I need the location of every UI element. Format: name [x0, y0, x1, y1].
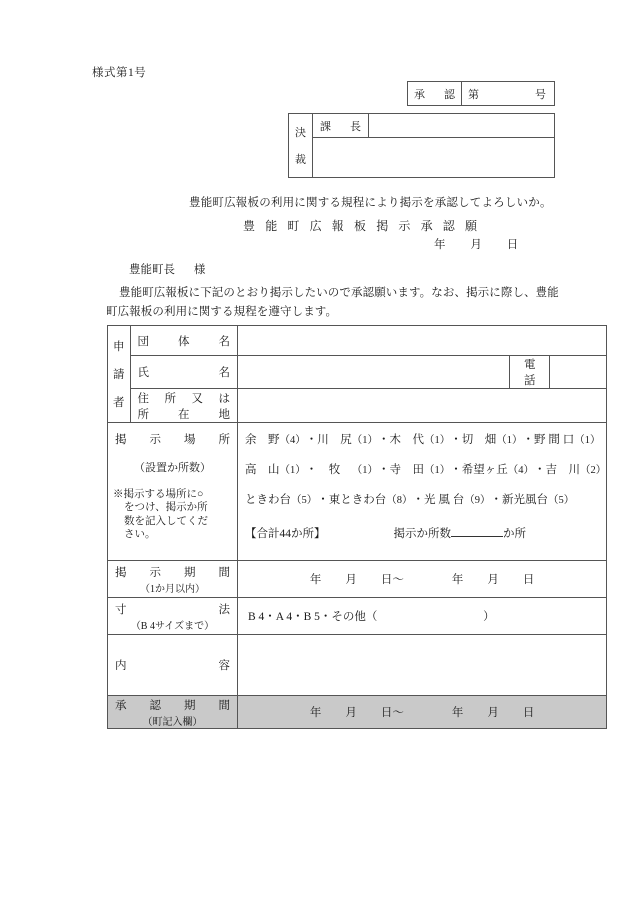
posting-place-name: 高 山: [245, 464, 280, 476]
posting-place-name: 光 風 台: [424, 494, 465, 506]
posting-place-option[interactable]: [502, 491, 574, 507]
posting-place-count: （1）: [424, 435, 451, 446]
posting-period-label: 掲 示 期 間: [115, 566, 230, 579]
organization-label-b: 体: [178, 335, 190, 348]
posting-place-note-line-2: をつけ、掲示か所: [124, 502, 208, 514]
posting-place-option[interactable]: [329, 491, 413, 507]
posting-place-option[interactable]: [462, 431, 523, 447]
posting-place-note-line-4: さい。: [124, 529, 156, 541]
address-input[interactable]: [238, 389, 607, 423]
approval-period-input[interactable]: [238, 696, 607, 729]
submission-date-line[interactable]: [434, 236, 518, 252]
posting-place-option[interactable]: [462, 461, 534, 477]
posting-place-name: 野 間 口: [534, 434, 575, 446]
posting-place-count: （5）: [548, 495, 575, 506]
organization-label: [130, 326, 237, 356]
posting-place-separator: ・: [305, 434, 318, 446]
posting-place-separator: ・: [378, 464, 390, 476]
posting-place-note-line-3: 数を記入してくだ: [124, 515, 208, 527]
approval-period-label-cell: [108, 696, 238, 729]
posting-place-option[interactable]: [245, 491, 317, 507]
posting-place-separator: ・: [305, 464, 318, 476]
approval-period-day-2: 日: [522, 707, 535, 719]
decision-label-top: 決: [295, 126, 306, 139]
applicant-label-char-2: 請: [113, 369, 125, 381]
posting-place-note: [108, 488, 237, 542]
decision-notes-area[interactable]: [313, 138, 554, 177]
posting-period-label-cell: [108, 561, 238, 598]
table-row-approval-period: [108, 696, 607, 729]
posting-place-option[interactable]: [317, 461, 378, 477]
decision-header-row: [313, 114, 554, 138]
applicant-label-char-1: 申: [113, 341, 125, 353]
approval-number-label: 承 認: [408, 82, 462, 105]
posting-place-separator: ・: [450, 434, 462, 446]
approval-period-month-1: 月: [345, 707, 357, 719]
posting-place-separator: ・: [378, 434, 390, 446]
posting-place-count: （1）: [574, 435, 601, 446]
posting-place-name: 新光風台: [502, 494, 548, 506]
date-year-label: 年: [434, 239, 446, 251]
content-label-cell: [108, 635, 238, 696]
document-title: 豊 能 町 広 報 板 掲 示 承 認 願: [243, 219, 481, 233]
posting-place-list: [238, 423, 606, 541]
organization-label-c: 名: [218, 335, 230, 348]
section-chief-stamp-area[interactable]: [369, 114, 554, 137]
posting-place-name: ときわ台: [245, 494, 291, 506]
address-label-b: 所: [164, 392, 177, 405]
posting-place-count: （1）: [351, 435, 378, 446]
posting-place-row: [245, 431, 606, 461]
posting-place-separator: ・: [317, 494, 329, 506]
organization-label-a: 団: [137, 335, 150, 348]
posting-place-options[interactable]: [238, 423, 607, 561]
table-row-name: [108, 356, 607, 389]
posting-place-count: （9）: [464, 495, 491, 506]
posting-place-label: 掲 示 場 所: [115, 434, 230, 446]
approval-question-line: 豊能町広報板の利用に関する規程により掲示を承認してよろしいか。: [189, 197, 552, 209]
posting-place-name: 余 野: [245, 434, 280, 446]
posting-period-month-1: 月: [345, 574, 357, 586]
approval-period-day-1: 日～: [380, 707, 404, 719]
posting-place-name: 牧: [317, 464, 352, 476]
address-label-e: 所: [137, 408, 150, 421]
address-label-c: 又: [191, 392, 204, 405]
address-label: [130, 389, 237, 423]
telephone-input[interactable]: [550, 356, 607, 389]
content-input[interactable]: [238, 635, 607, 696]
posting-place-separator: ・: [534, 464, 546, 476]
posting-place-label-cell: [108, 423, 238, 561]
approval-period-label: 承 認 期 間: [115, 699, 230, 712]
content-label-a: 内: [115, 660, 127, 672]
address-label-g: 地: [218, 408, 230, 421]
posting-place-sublabel: （設置か所数）: [134, 462, 211, 474]
posting-place-option[interactable]: [317, 431, 378, 447]
posting-place-note-line-1: ※掲示する場所に○: [113, 489, 204, 500]
posting-count-unit: か所: [503, 528, 526, 540]
posting-place-option[interactable]: [245, 461, 306, 477]
posting-place-count: （5）: [291, 495, 318, 506]
table-row-posting-place: [108, 423, 607, 561]
posting-count-input[interactable]: [451, 536, 503, 537]
date-month-label: 月: [470, 239, 482, 251]
body-text-line-1: 豊能町広報板に下記のとおり掲示したいので承認願います。なお、掲示に際し、豊能: [119, 287, 559, 299]
size-options-text: B 4・A 4・B 5・その他（: [248, 611, 378, 623]
approval-period-sublabel: （町記入欄）: [142, 716, 203, 728]
size-label-b: 法: [218, 603, 230, 616]
posting-place-count: （1）: [351, 465, 378, 476]
posting-place-row: [245, 461, 606, 491]
posting-place-count: （1）: [424, 465, 451, 476]
table-row-posting-period: [108, 561, 607, 598]
posting-place-count: （1）: [279, 465, 306, 476]
addressee: [129, 261, 205, 277]
approval-number-prefix: 第: [468, 88, 479, 101]
posting-place-count: （8）: [386, 495, 413, 506]
decision-box-right: [313, 114, 554, 177]
posting-period-sublabel: （1か月以内）: [140, 583, 205, 595]
posting-place-separator: ・: [450, 464, 462, 476]
address-label-d: は: [218, 392, 230, 405]
posting-place-name: 希望ヶ丘: [461, 464, 508, 476]
decision-vertical-label: [289, 114, 313, 177]
applicant-vertical-label: [108, 326, 131, 423]
posting-place-total-row: [245, 525, 606, 541]
posting-period-day-2: 日: [522, 574, 535, 586]
table-row-organization: [108, 326, 607, 356]
applicant-label-char-3: 者: [113, 397, 125, 409]
posting-period-year-1: 年: [309, 574, 322, 586]
posting-place-separator: ・: [522, 434, 534, 446]
posting-place-count: （2）: [580, 465, 607, 476]
posting-place-option[interactable]: [390, 461, 451, 477]
table-row-size: [108, 598, 607, 635]
size-sublabel: （B 4サイズまで）: [130, 620, 215, 632]
content-label-b: 容: [218, 660, 230, 672]
approval-period-year-2: 年: [451, 707, 464, 719]
telephone-label: 電 話: [510, 356, 550, 389]
address-label-f: 在: [178, 408, 190, 421]
table-row-content: [108, 635, 607, 696]
addressee-name: 豊能町長: [129, 264, 175, 276]
posting-place-count: （4）: [279, 435, 306, 446]
size-options[interactable]: [238, 598, 607, 635]
section-chief-label: 課 長: [313, 114, 369, 137]
posting-period-day-1: 日～: [380, 574, 404, 586]
approval-number-suffix: 号: [535, 88, 546, 101]
posting-place-option[interactable]: [390, 431, 451, 447]
posting-period-input[interactable]: [238, 561, 607, 598]
name-input[interactable]: [238, 356, 510, 389]
approval-period-year-1: 年: [309, 707, 322, 719]
posting-count-label: 掲示か所数: [393, 528, 451, 540]
posting-place-option[interactable]: [245, 431, 306, 447]
posting-place-name: 東ときわ台: [328, 494, 387, 506]
posting-place-name: 木 代: [389, 434, 424, 446]
posting-place-option[interactable]: [424, 491, 491, 507]
posting-place-count: （1）: [496, 435, 523, 446]
size-label-a: 寸: [115, 603, 127, 616]
posting-place-option[interactable]: [546, 461, 607, 477]
form-number: 様式第1号: [92, 67, 147, 79]
body-text-line-2: 町広報板の利用に関する規程を遵守します。: [106, 306, 338, 318]
posting-place-separator: ・: [412, 494, 424, 506]
size-label-cell: [108, 598, 238, 635]
approval-number-box: [407, 81, 555, 106]
organization-input[interactable]: [238, 326, 607, 356]
name-label-b: 名: [218, 367, 230, 379]
table-row-address: [108, 389, 607, 423]
decision-box: [288, 113, 555, 178]
posting-period-month-2: 月: [487, 574, 499, 586]
posting-place-name: 吉 川: [545, 464, 580, 476]
posting-period-year-2: 年: [451, 574, 464, 586]
size-options-close: ）: [483, 611, 495, 623]
addressee-honorific: 様: [193, 264, 206, 276]
posting-place-name: 寺 田: [389, 464, 424, 476]
approval-period-month-2: 月: [487, 707, 499, 719]
decision-label-bottom: 裁: [295, 154, 306, 167]
posting-place-name: 川 尻: [317, 434, 352, 446]
posting-place-option[interactable]: [534, 431, 601, 447]
posting-place-row: [245, 491, 606, 521]
name-label: [130, 356, 237, 389]
posting-place-separator: ・: [490, 494, 502, 506]
posting-place-total-label: 【合計44か所】: [245, 528, 326, 540]
address-label-a: 住: [137, 392, 150, 405]
posting-place-count: （4）: [507, 465, 534, 476]
application-table: [107, 325, 607, 729]
approval-number-field[interactable]: [462, 82, 554, 105]
posting-place-name: 切 畑: [461, 434, 497, 446]
date-day-label: 日: [506, 239, 519, 251]
name-label-a: 氏: [137, 367, 150, 379]
